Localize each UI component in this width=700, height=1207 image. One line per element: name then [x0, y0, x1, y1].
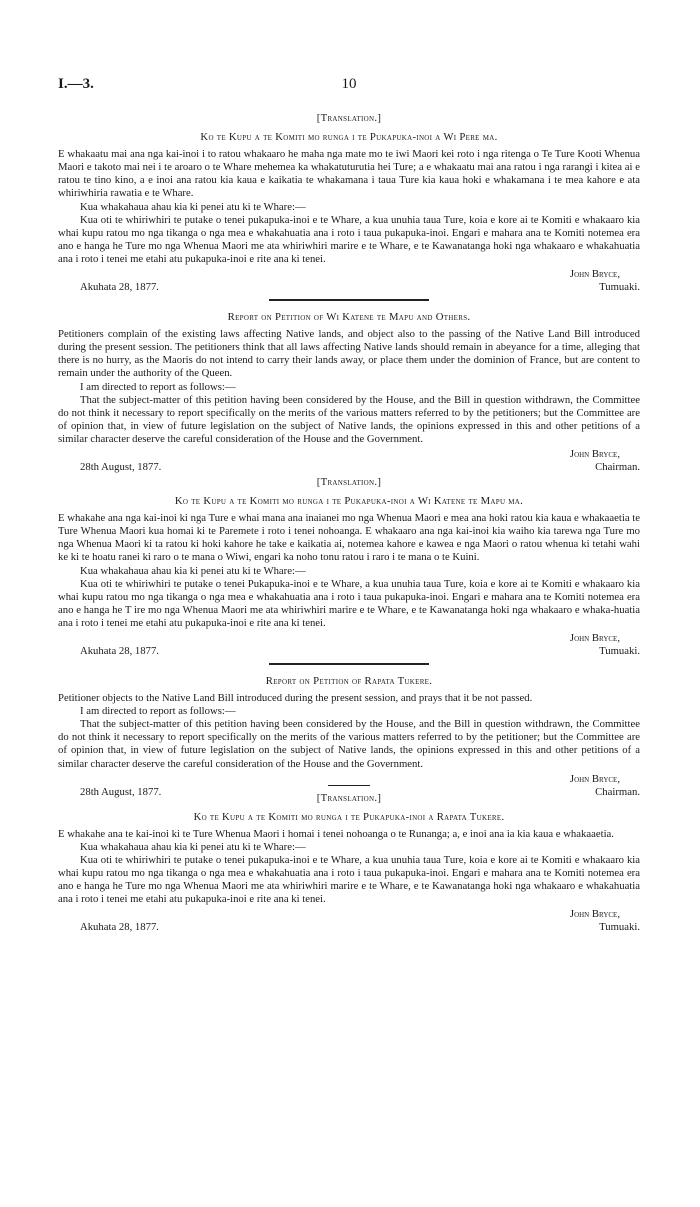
- section-title: Ko te Kupu a te Komiti mo runga i te Pukapuka-inoi a Wi Pere ma.: [200, 131, 498, 144]
- signature-block: [58, 268, 640, 294]
- page-number: 10: [341, 76, 357, 92]
- section-title: Ko te Kupu a te Komiti mo runga i te Pukapuka-inoi a Wi Katene te Mapu ma.: [174, 495, 524, 508]
- paragraph: E whakahe ana te kai-inoi ki te Ture Whenua Maori i homai i tenei nohoanga o te Runanga; a, e inoi ana ia kia kaua e whakaaetia.: [58, 827, 614, 840]
- paragraph: Petitioner objects to the Native Land Bill introduced during the present session, and prays that it be not passed.: [58, 692, 533, 705]
- section-divider: [269, 299, 429, 301]
- signature-date: Akuhata 28, 1877.: [80, 921, 159, 934]
- paragraph: Kua oti te whiriwhiri te putake o tenei Pukapuka-inoi e te Whare, a kua unuhia taua Ture, koia e kore ai te Komiti e whakaaro kia whai kupu ratou mo nga tikanga o nga mea e whakahuatia ana i roto i taua pukapuka-inoi. Engari e mahara ana te Komiti notemea era ano e hanga he T ire mo nga Whenua Maori me ata whiriwhiri marire e te Whare, e te Kawanatanga hoki nga whakaaro e whaka-huatia ana i roto i tenei me etahi atu pukapuka-inoi e rite ana ki tenei.: [58, 577, 640, 629]
- signatory-role: Tumuaki.: [599, 645, 640, 657]
- paragraph: Kua whakahaua ahau kia ki penei atu ki te Whare:—: [80, 840, 306, 853]
- signatory-name: John Bryce,: [569, 268, 620, 281]
- section-translation-wi-katene: [58, 476, 640, 658]
- section-report-rapata-tukere: [58, 675, 640, 799]
- section-title: Report on Petition of Wi Katene te Mapu and Others.: [227, 311, 471, 324]
- section-title: Report on Petition of Rapata Tukere.: [265, 675, 433, 687]
- signature-block: [58, 908, 640, 934]
- paragraph: That the subject-matter of this petition having been considered by the House, and the Bill in question withdrawn, the Committee do not think it necessary to report specifically on the merits of the various matters referred to by the petitioners; but the Committee are of opinion that, in view of future legislation on the subject of Native lands, the opinions expressed in this and other petitions of a similar character deserve the careful consideration of the House and the Government.: [58, 393, 640, 445]
- page-header: [58, 78, 640, 94]
- signatory-name: John Bryce,: [569, 447, 620, 460]
- paragraph: I am directed to report as follows:—: [80, 380, 236, 393]
- signature-block: [58, 448, 640, 474]
- signatory-role: Tumuaki.: [599, 921, 640, 934]
- paragraph: E whakahe ana nga kai-inoi ki nga Ture e whai mana ana inaianei mo nga Whenua Maori e mea ana hoki ratou kia kaua e whakaaetia te Ture Whenua Maori kua homai ki te Paremete i roto i tenei nohoanga. E whakaaro ana nga kai-inoi kia waiho kia tarewa nga Ture mo nga Whenua Maori ki ta ratou ki hoki kahore he take e kaikatia ai, notemea kahore e kawea e nga Maori o ratou whenua ki tetahi wahi ke ki te hoatu ranei ki raro o te mana o Wiwi, engari ka noho tonu ratou i raro i te mana o te Kuini.: [58, 512, 640, 564]
- signatory-name: John Bryce,: [569, 772, 620, 785]
- translation-tag: [Translation.]: [316, 112, 382, 124]
- document-reference: I.—3.: [58, 76, 94, 92]
- section-translation-wi-pere: [58, 112, 640, 294]
- signatory-role: Chairman.: [595, 785, 640, 798]
- section-translation-rapata-tukere: [58, 792, 640, 935]
- signature-date: 28th August, 1877.: [80, 785, 162, 798]
- paragraph: E whakaatu mai ana nga kai-inoi i to ratou whakaaro he maha nga mate mo te iwi Maori kei roto i nga ritenga o Te Ture Kooti Whenua Maori e takoto mai nei i te aroaro o te Whare mehemea ka whakatuturutia hei Ture; a e whakaatu mai ana ratou i nga rarangi i kitea ai e ratou te tino kino, a e inoi ana ratou kia kaua e kaikatia te whakamana i taua Ture kia kaua hoki e whakamana i te mea kahore e ata whiriwhiria rawatia e te Whare.: [58, 148, 640, 200]
- signatory-role: Tumuaki.: [599, 281, 640, 294]
- paragraph: Kua whakahaua ahau kia ki penei atu ki te Whare:—: [80, 564, 306, 577]
- signatory-role: Chairman.: [595, 460, 640, 473]
- signature-date: 28th August, 1877.: [80, 460, 162, 473]
- signature-block: [58, 773, 640, 799]
- signatory-name: John Bryce,: [569, 908, 620, 921]
- section-divider: [269, 663, 429, 665]
- paragraph: Kua oti te whiriwhiri te putake o tenei pukapuka-inoi e te Whare, a kua unuhia taua Ture, koia e kore ai te Komiti e whakaaro kia whai kupu ratou mo nga tikanga o nga mea e whakahuatia ana i roto i taua pukapuka-inoi. Engari e mahara ana te Komiti notemea era ano e hanga he Ture mo nga Whenua Maori me ata whiriwhiri marire e te Whare, e te Kawanatanga hoki nga whakaaro e whakahuatia ana i roto i tenei me etahi atu pukapuka-inoi e rite ana ki tenei.: [58, 854, 640, 906]
- paragraph: I am directed to report as follows:—: [80, 705, 236, 718]
- signatory-name: John Bryce,: [569, 632, 620, 644]
- translation-tag: [Translation.]: [316, 475, 382, 488]
- paragraph: Kua oti te whiriwhiri te putake o tenei pukapuka-inoi e te Whare, a kua unuhia taua Ture, koia e kore ai te Komiti e whakaaro kia whai kupu ratou mo nga tikanga o nga mea e whakahuatia ana i roto i taua pukapuka-inoi. Engari e mahara ana te Komiti notemea era ano e hanga he Ture mo nga Whenua Maori me ata whiriwhiri marire e te Whare, e te Kawanatanga hoki nga whakaaro e whakahuatia ana i roto i tenei me etahi atu pukapuka-inoi e rite ana ki tenei.: [58, 213, 640, 265]
- paragraph: Kua whakahaua ahau kia ki penei atu ki te Whare:—: [80, 200, 306, 213]
- section-report-wi-katene: [58, 311, 640, 474]
- section-title: Ko te Kupu a te Komiti mo runga i te Pukapuka-inoi a Rapata Tukere.: [193, 810, 505, 823]
- page-content: [58, 110, 640, 934]
- paragraph: Petitioners complain of the existing laws affecting Native lands, and object also to the passing of the Native Land Bill introduced during the present session. The petitioners think that all laws affecting Native lands should remain in abeyance for a time, alleging that there is no hurry, as the Maoris do not intend to carry their lands away, or place them under the dominion of France, but are content to remain under the authority of the Queen.: [58, 328, 640, 380]
- signature-date: Akuhata 28, 1877.: [80, 645, 159, 657]
- paragraph: That the subject-matter of this petition having been considered by the House, and the Bill in question withdrawn, the Committee do not think it necessary to report specifically on the merits of the various matters referred to by the petitioner; but the Committee are of opinion that, in view of future legislation on the subject of Native lands, the opinions expressed in this and other petitions of a similar character deserve the careful consideration of the House and the Government.: [58, 718, 640, 770]
- signature-block: [58, 632, 640, 658]
- signature-date: Akuhata 28, 1877.: [80, 281, 159, 294]
- translation-tag: [Translation.]: [316, 791, 382, 804]
